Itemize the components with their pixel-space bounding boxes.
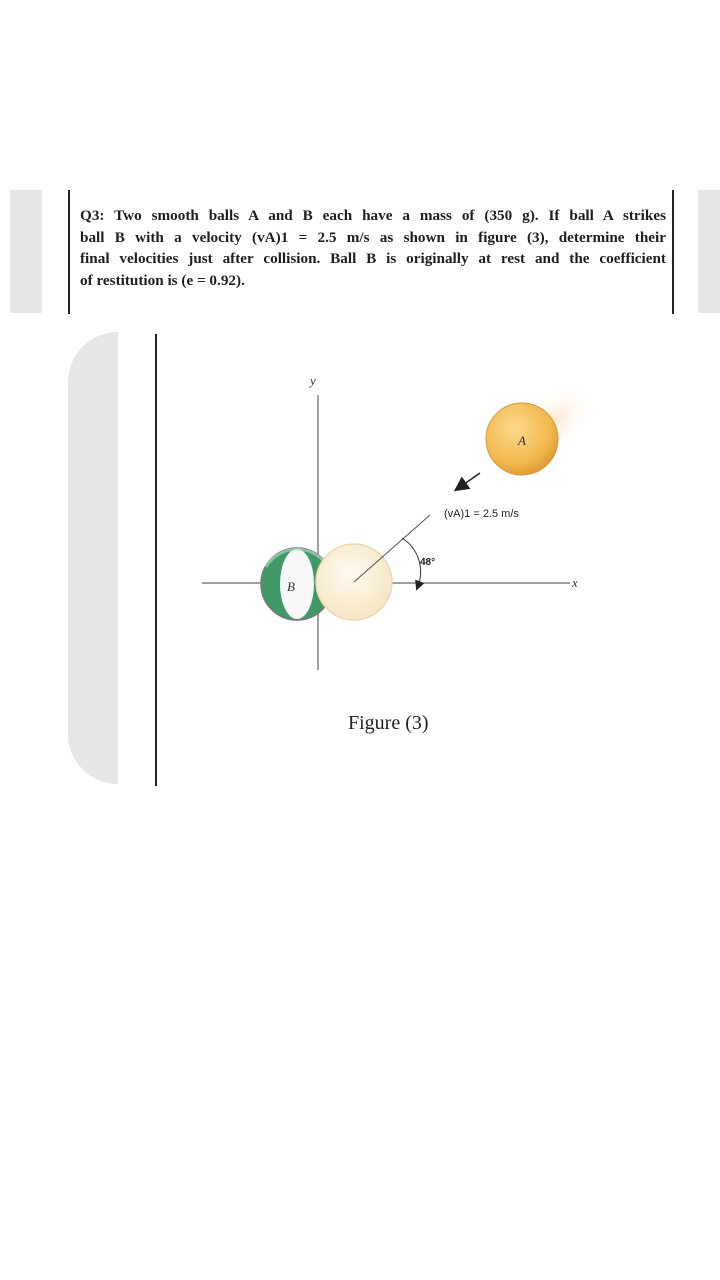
velocity-arrow [460, 473, 480, 487]
question-line-1: Q3: Two smooth balls A and B each have a mass of (350 g). If ball A strikes [80, 207, 666, 224]
figure-caption: Figure (3) [348, 712, 429, 734]
angle-label: 48° [420, 557, 436, 568]
question-text [80, 205, 666, 291]
right-background-block [698, 190, 720, 313]
angle-arc [402, 538, 421, 586]
question-right-border [672, 190, 674, 314]
figure-left-border [155, 334, 157, 786]
ball-a-label: A [518, 433, 526, 448]
question-line-3: final velocities just after collision. Ball B is originally at rest and the coefficient [80, 250, 666, 267]
left-background-block [10, 190, 42, 313]
question-left-border [68, 190, 70, 314]
velocity-label: (vA)1 = 2.5 m/s [444, 508, 519, 520]
ball-b-label: B [287, 579, 295, 594]
x-axis-label: x [572, 575, 578, 590]
collision-figure [160, 365, 630, 695]
y-axis-label: y [310, 373, 316, 388]
figure-side-panel [68, 332, 118, 784]
question-line-2: ball B with a velocity (vA)1 = 2.5 m/s as shown in figure (3), determine their [80, 228, 666, 246]
question-line-4: of restitution is (e = 0.92). [80, 271, 245, 289]
